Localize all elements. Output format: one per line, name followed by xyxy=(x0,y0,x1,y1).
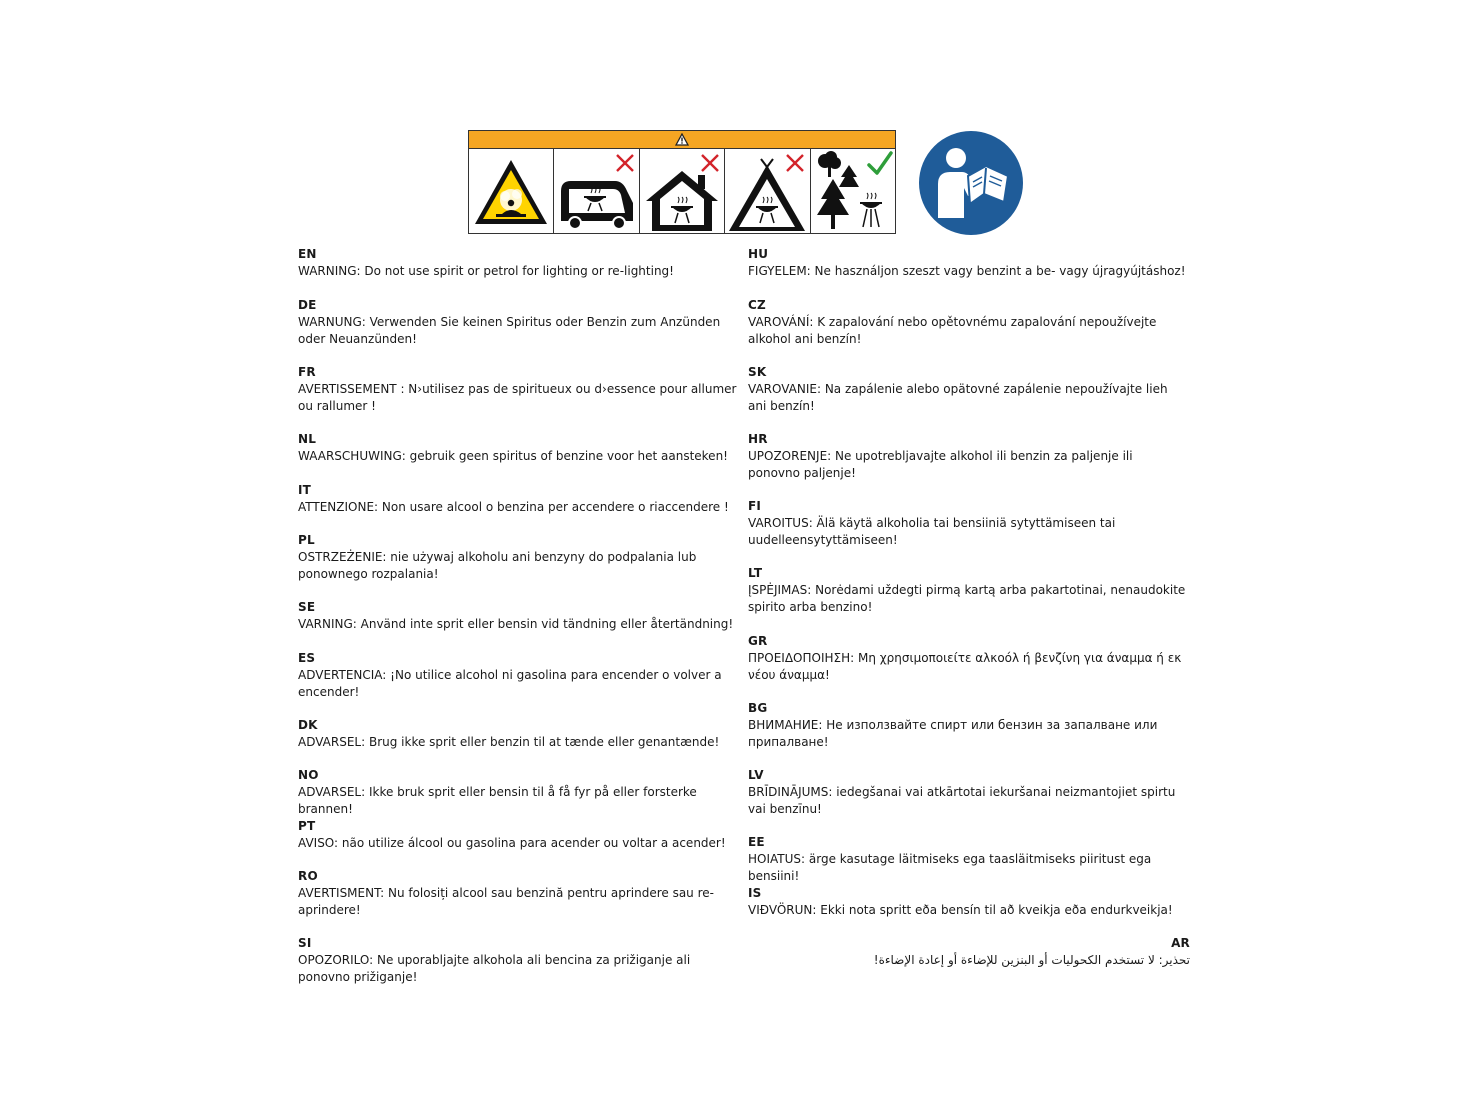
warning-de xyxy=(298,297,743,348)
warning-text: WARNUNG: Verwenden Sie keinen Spiritus oder Benzin zum Anzünden oder Neuanzünden! xyxy=(298,315,721,346)
warning-text: VAROITUS: Älä käytä alkoholia tai bensiiniä sytyttämiseen tai uudelleensytyttämiseen! xyxy=(748,516,1116,547)
warning-ar xyxy=(748,935,1190,969)
warning-ee xyxy=(748,834,1188,885)
warning-nl xyxy=(298,431,743,465)
warning-header-bar xyxy=(469,131,895,149)
language-code: FR xyxy=(298,365,316,379)
language-code: SI xyxy=(298,936,312,950)
no-grill-in-tent-icon xyxy=(725,149,810,234)
warning-fr xyxy=(298,364,743,415)
warning-dk xyxy=(298,717,743,751)
language-code: HU xyxy=(748,247,769,261)
warning-text: ADVERTENCIA: ¡No utilice alcohol ni gasolina para encender o volver a encender! xyxy=(298,668,722,699)
language-code: CZ xyxy=(748,298,766,312)
language-code: DE xyxy=(298,298,317,312)
warning-text: AVISO: não utilize álcool ou gasolina para acender ou voltar a acender! xyxy=(298,836,726,850)
warning-text: OPOZORILO: Ne uporabljajte alkohola ali bencina za prižiganje ali ponovno prižiganje! xyxy=(298,953,691,984)
warning-hr xyxy=(748,431,1188,482)
warning-fi xyxy=(748,498,1188,549)
warning-text: FIGYELEM: Ne használjon szeszt vagy benzint a be- vagy újragyújtáshoz! xyxy=(748,264,1186,278)
warning-ro xyxy=(298,868,743,919)
language-code: LT xyxy=(748,566,763,580)
warning-text: ADVARSEL: Ikke bruk sprit eller bensin til å få fyr på eller forsterke brannen! xyxy=(298,785,697,816)
warning-cz xyxy=(748,297,1188,348)
warning-text: VAROVANIE: Na zapálenie alebo opätovné zapálenie nepoužívajte lieh ani benzín! xyxy=(748,382,1168,413)
warning-text: WAARSCHUWING: gebruik geen spiritus of benzine voor het aansteken! xyxy=(298,449,728,463)
warning-text: BRĪDINĀJUMS: iedegšanai vai atkārtotai iekuršanai neizmantojiet spirtu vai benzīnu! xyxy=(748,785,1176,816)
warning-pt xyxy=(298,818,743,852)
warning-text: ΠΡΟΕΙΔΟΠΟΙΗΣΗ: Μη χρησιμοποιείτε αλκοόλ ή βενζίνη για άναμμα ή εκ νέου άναμμα! xyxy=(748,651,1182,682)
warning-is xyxy=(748,885,1188,919)
language-code: IS xyxy=(748,886,762,900)
warning-text: ĮSPĖJIMAS: Norėdami uždegti pirmą kartą arba pakartotinai, nenaudokite spirito arba benzino! xyxy=(748,583,1186,614)
warning-en xyxy=(298,246,743,280)
warning-text: VARNING: Använd inte sprit eller bensin vid tändning eller återtändning! xyxy=(298,617,734,631)
no-grill-in-vehicle-icon xyxy=(554,149,639,234)
no-grill-indoors-icon xyxy=(640,149,725,234)
language-code: IT xyxy=(298,483,312,497)
language-code: NO xyxy=(298,768,319,782)
warning-text: OSTRZEŻENIE: nie używaj alkoholu ani benzyny do podpalania lub ponownego rozpalania! xyxy=(298,550,697,581)
warning-si xyxy=(298,935,743,986)
carbon-monoxide-warning-icon xyxy=(469,149,554,234)
language-code: EN xyxy=(298,247,317,261)
warning-text: AVERTISMENT: Nu folosiți alcool sau benzină pentru aprindere sau re-aprindere! xyxy=(298,886,714,917)
language-code: BG xyxy=(748,701,768,715)
warning-text: HOIATUS: ärge kasutage läitmiseks ega taasläitmiseks piiritust ega bensiini! xyxy=(748,852,1152,883)
language-code: HR xyxy=(748,432,768,446)
warning-text: تحذير: لا تستخدم الكحوليات أو البنزين للإضاءة أو إعادة الإضاءة! xyxy=(873,953,1190,967)
warning-text: VIÐVÖRUN: Ekki nota spritt eða bensín til að kveikja eða endurkveikja! xyxy=(748,903,1173,917)
warning-pl xyxy=(298,532,743,583)
warning-text: ATTENZIONE: Non usare alcool o benzina per accendere o riaccendere ! xyxy=(298,500,729,514)
warning-gr xyxy=(748,633,1188,684)
grill-outdoors-allowed-icon xyxy=(811,149,895,234)
warning-se xyxy=(298,599,743,633)
language-code: GR xyxy=(748,634,768,648)
language-code: PT xyxy=(298,819,316,833)
warning-sk xyxy=(748,364,1188,415)
language-code: FI xyxy=(748,499,762,513)
warning-text: VAROVÁNÍ: K zapalování nebo opětovnému zapalování nepoužívejte alkohol ani benzín! xyxy=(748,315,1157,346)
language-code: SK xyxy=(748,365,767,379)
warning-bg xyxy=(748,700,1188,751)
warning-text: WARNING: Do not use spirit or petrol for lighting or re-lighting! xyxy=(298,264,674,278)
language-code: ES xyxy=(298,651,316,665)
language-code: SE xyxy=(298,600,316,614)
language-code: LV xyxy=(748,768,764,782)
language-code: NL xyxy=(298,432,317,446)
warning-text: ВНИМАНИЕ: Не използвайте спирт или бензин за запалване или припалване! xyxy=(748,718,1158,749)
warning-es xyxy=(298,650,743,701)
warning-text: AVERTISSEMENT : N›utilisez pas de spiritueux ou d›essence pour allumer ou rallumer ! xyxy=(298,382,737,413)
warning-text: UPOZORENJE: Ne upotrebljavajte alkohol ili benzin za paljenje ili ponovno paljenje! xyxy=(748,449,1133,480)
warning-pictogram-strip xyxy=(468,130,896,234)
language-code: EE xyxy=(748,835,765,849)
warning-lt xyxy=(748,565,1188,616)
warning-no xyxy=(298,767,743,818)
warning-hu xyxy=(748,246,1188,280)
language-code: DK xyxy=(298,718,318,732)
warning-lv xyxy=(748,767,1188,818)
warning-triangle-icon xyxy=(675,133,689,146)
language-code: AR xyxy=(1171,936,1190,950)
language-code: RO xyxy=(298,869,318,883)
language-code: PL xyxy=(298,533,315,547)
warning-it xyxy=(298,482,743,516)
read-manual-icon xyxy=(918,130,1024,236)
warning-text: ADVARSEL: Brug ikke sprit eller benzin til at tænde eller genantænde! xyxy=(298,735,720,749)
